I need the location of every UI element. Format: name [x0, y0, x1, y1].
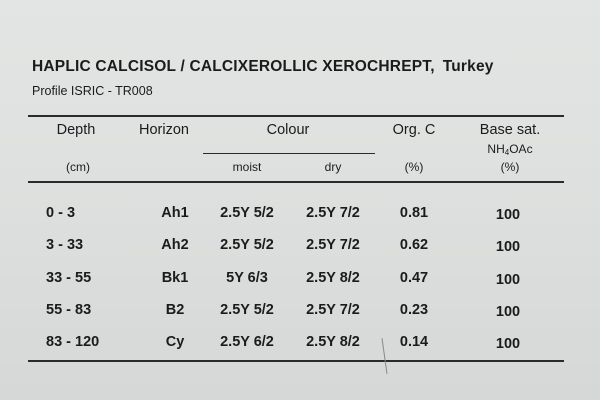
- header-dry: dry: [324, 160, 342, 174]
- cell-horizon: Ah2: [161, 237, 189, 253]
- cell-moist: 2.5Y 5/2: [220, 302, 274, 318]
- header-depth-unit: (cm): [66, 160, 90, 174]
- cell-depth: 83 - 120: [46, 334, 100, 350]
- cell-moist: 2.5Y 5/2: [220, 205, 274, 221]
- cell-dry: 2.5Y 7/2: [306, 205, 360, 221]
- table-bottom-rule: [28, 360, 564, 362]
- cell-horizon: B2: [165, 302, 185, 318]
- header-bottom-rule: [28, 181, 564, 183]
- profile-id: Profile ISRIC - TR008: [32, 84, 153, 98]
- cell-basesat: 100: [495, 272, 521, 288]
- cell-depth: 55 - 83: [46, 302, 92, 318]
- cell-moist: 5Y 6/3: [226, 270, 268, 286]
- cell-moist: 2.5Y 5/2: [220, 237, 274, 253]
- oac-text: OAc: [509, 142, 533, 156]
- document-title: [32, 58, 494, 76]
- cell-basesat: 100: [495, 207, 521, 223]
- header-horizon: Horizon: [139, 122, 189, 138]
- cell-horizon: Cy: [165, 334, 185, 350]
- nh4-text: NH: [487, 142, 505, 156]
- pen-stroke-mark: [381, 338, 387, 374]
- cell-orgc: 0.62: [399, 237, 429, 253]
- header-depth: Depth: [56, 122, 96, 138]
- cell-depth: 3 - 33: [46, 237, 84, 253]
- colour-group-rule: [203, 153, 375, 154]
- header-org-c: Org. C: [392, 122, 436, 138]
- cell-dry: 2.5Y 8/2: [306, 334, 360, 350]
- header-moist: moist: [232, 160, 262, 174]
- cell-depth: 0 - 3: [46, 205, 76, 221]
- cell-basesat: 100: [495, 304, 521, 320]
- header-base-sat-method: [487, 142, 532, 157]
- header-base-sat: Base sat.: [479, 122, 541, 138]
- header-base-sat-unit: (%): [500, 160, 520, 174]
- cell-dry: 2.5Y 7/2: [306, 237, 360, 253]
- cell-basesat: 100: [495, 239, 521, 255]
- title-country: Turkey: [442, 58, 494, 75]
- header-org-c-unit: (%): [404, 160, 424, 174]
- cell-orgc: 0.47: [399, 270, 429, 286]
- cell-horizon: Ah1: [161, 205, 189, 221]
- cell-orgc: 0.23: [399, 302, 429, 318]
- cell-horizon: Bk1: [161, 270, 189, 286]
- cell-orgc: 0.14: [399, 334, 429, 350]
- header-colour: Colour: [266, 122, 310, 138]
- cell-dry: 2.5Y 8/2: [306, 270, 360, 286]
- cell-moist: 2.5Y 6/2: [220, 334, 274, 350]
- cell-basesat: 100: [495, 336, 521, 352]
- nh4-subscript: 4: [504, 148, 510, 157]
- cell-dry: 2.5Y 7/2: [306, 302, 360, 318]
- cell-orgc: 0.81: [399, 205, 429, 221]
- title-text: HAPLIC CALCISOL / CALCIXEROLLIC XEROCHREPT,: [32, 58, 435, 75]
- header-top-rule: [28, 115, 564, 117]
- cell-depth: 33 - 55: [46, 270, 92, 286]
